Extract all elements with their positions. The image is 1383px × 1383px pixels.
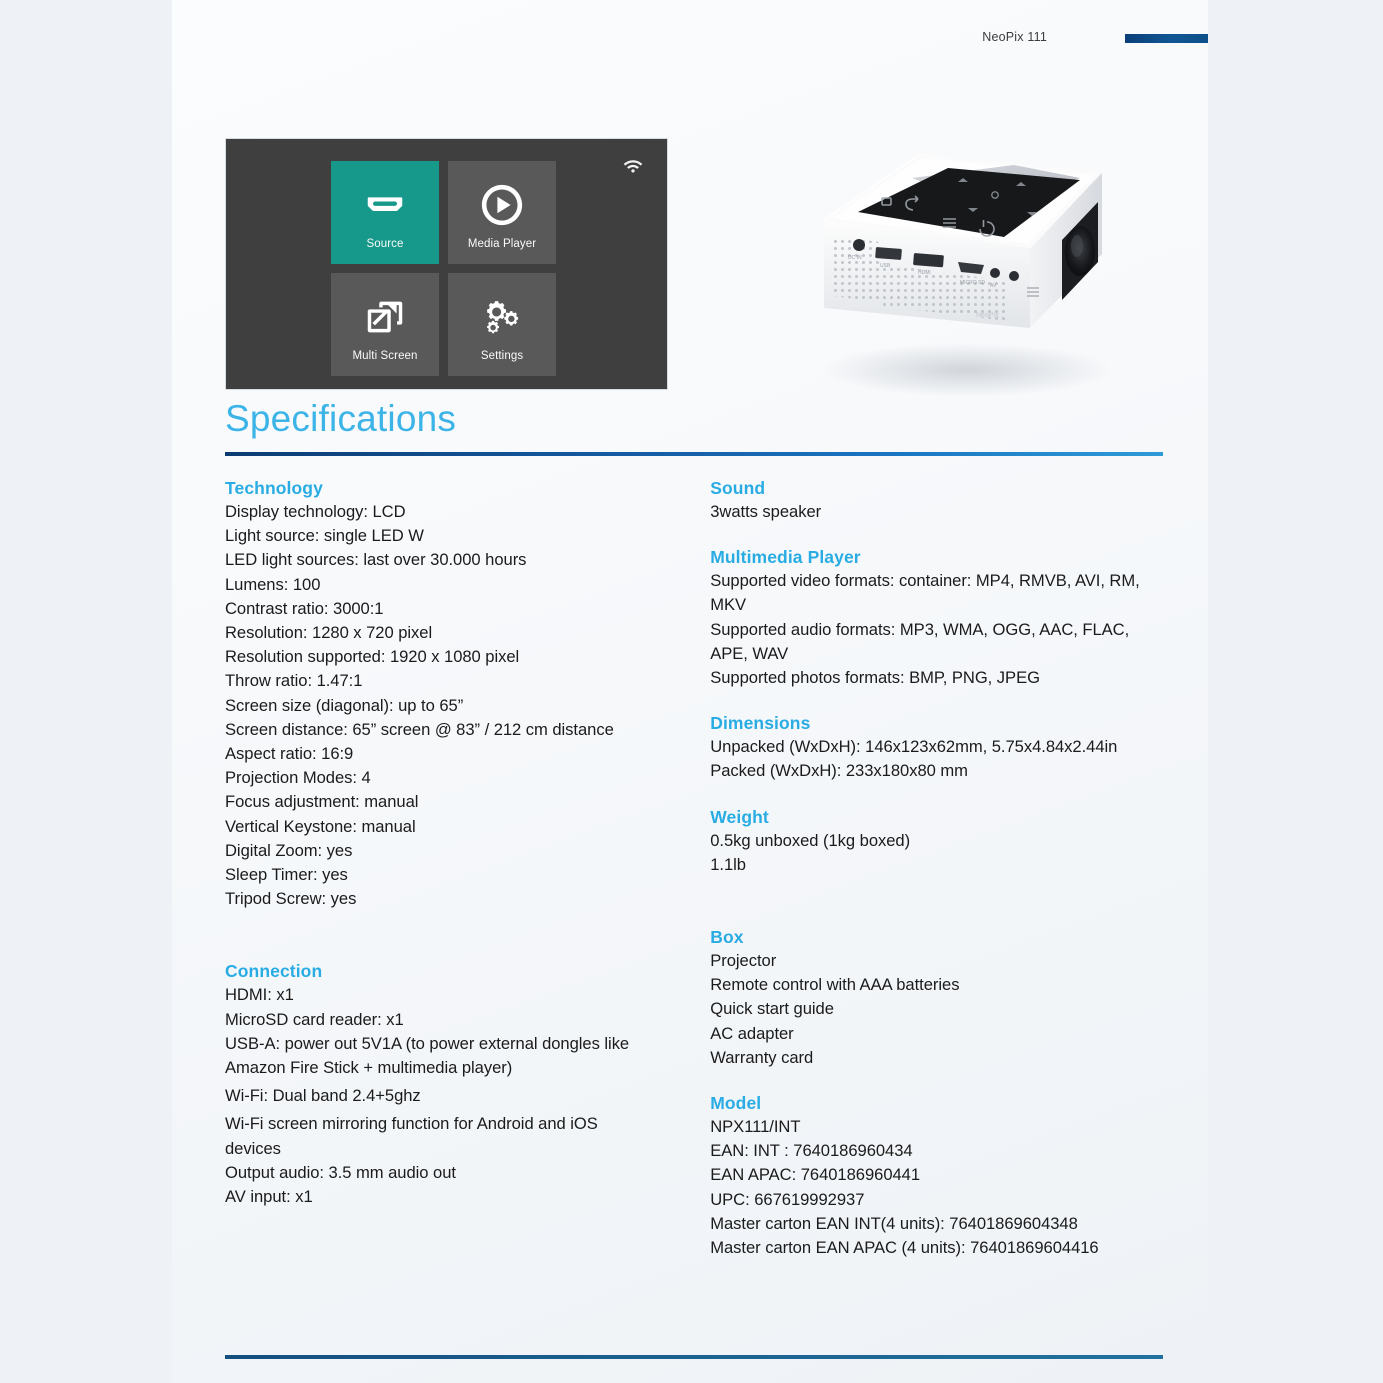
spec-item: Quick start guide [710,999,834,1019]
spec-item: Tripod Screw: yes [225,889,357,909]
spec-list [225,500,658,911]
spec-heading: Sound [710,478,766,498]
projector-osd-screenshot [225,138,668,390]
spec-list [710,949,1163,1070]
column-spacer [225,934,658,961]
spec-block-dimensions [710,713,1163,783]
spec-item: Projector [710,951,777,971]
spec-block-model [710,1093,1163,1260]
spec-item: Throw ratio: 1.47:1 [225,671,363,691]
spec-item: Focus adjustment: manual [225,792,419,812]
specifications-title: Specifications [225,398,457,439]
spec-item: EAN: INT : 7640186960434 [710,1141,913,1161]
header-accent-bar [1125,34,1208,43]
spec-item: Warranty card [710,1047,814,1067]
hero-section [172,100,1208,410]
spec-item: Aspect ratio: 16:9 [225,744,354,764]
projector-product-photo [762,112,1162,402]
spec-item: Display technology: LCD [225,502,406,521]
spec-item: 3watts speaker [710,502,822,521]
osd-tile-settings[interactable] [448,273,556,376]
spec-item: Master carton EAN APAC (4 units): 76401869604416 [710,1238,1099,1258]
spec-list [710,829,1163,877]
spec-item: HDMI: x1 [225,985,294,1005]
spec-item: Output audio: 3.5 mm audio out [225,1162,456,1182]
spec-item: Sleep Timer: yes [225,865,348,885]
spec-item: Light source: single LED W [225,526,424,546]
spec-item: LED light sources: last over 30.000 hours [225,550,527,570]
spec-item: Unpacked (WxDxH): 146x123x62mm, 5.75x4.84x2.44in [710,737,1118,757]
spec-item: Contrast ratio: 3000:1 [225,598,384,618]
specifications-right-column [710,478,1163,1260]
spec-item: Resolution: 1280 x 720 pixel [225,623,433,643]
spec-item: 1.1lb [710,854,746,874]
osd-tile-multi-screen[interactable] [331,273,439,376]
product-sheet-page [172,0,1208,1383]
spec-block-multimedia-player [710,547,1163,690]
osd-tile-media-player[interactable] [448,161,556,264]
play-circle-icon [479,182,525,228]
sheet-header [172,0,1208,60]
spec-list [710,500,1163,524]
spec-block-box [710,927,1163,1070]
svg-text:DC IN: DC IN [848,255,862,261]
spec-item: Lumens: 100 [225,574,321,594]
osd-tile-source[interactable] [331,161,439,264]
spec-block-connection [225,961,658,1209]
spec-list [710,735,1163,783]
spec-heading: Dimensions [710,713,811,734]
spec-heading: Model [710,1093,762,1114]
svg-text:MICRO SD: MICRO SD [960,280,985,286]
spec-heading: Multimedia Player [710,547,861,568]
gears-icon [479,294,525,340]
spec-item: Remote control with AAA batteries [710,975,960,995]
spec-item: Packed (WxDxH): 233x180x80 mm [710,761,968,781]
spec-item: AV input: x1 [225,1187,313,1207]
spec-item: Resolution supported: 1920 x 1080 pixel [225,647,520,667]
svg-text:HDMI: HDMI [918,270,931,276]
spec-heading: Connection [225,961,323,982]
header-model-name: NeoPix 111 [982,30,1047,44]
spec-item: Digital Zoom: yes [225,840,353,860]
spec-item: UPC: 667619992937 [710,1189,865,1209]
svg-text:NeoPix: NeoPix [976,312,999,319]
screen-mirror-icon [362,294,408,340]
spec-item: Projection Modes: 4 [225,768,371,788]
spec-item: Wi-Fi: Dual band 2.4+5ghz [225,1086,421,1106]
spec-item: Supported photos formats: BMP, PNG, JPEG [710,668,1040,688]
osd-tile-grid [331,161,556,376]
spec-block-weight [710,807,1163,877]
hdmi-icon [362,182,408,228]
spec-item: Screen distance: 65” screen @ 83” / 212 cm distance [225,719,614,739]
osd-tile-label: Source [366,238,404,250]
osd-tile-label: Settings [480,350,524,362]
spec-item: Master carton EAN INT(4 units): 76401869604348 [710,1213,1078,1233]
spec-item: Supported video formats: container: MP4, RMVB, AVI, RM, MKV [710,571,1140,615]
spec-heading: Weight [710,806,769,827]
spec-item: AC adapter [710,1023,794,1043]
spec-list [225,983,658,1209]
spec-list [710,1115,1163,1260]
spec-item: Vertical Keystone: manual [225,816,416,836]
footer-divider [225,1355,1163,1359]
spec-item: Wi-Fi screen mirroring function for Android and iOS devices [225,1114,598,1158]
spec-item: Supported audio formats: MP3, WMA, OGG, AAC, FLAC, APE, WAV [710,619,1130,663]
column-spacer [710,900,1163,927]
spec-heading: Technology [225,478,323,498]
svg-text:USB: USB [880,263,891,269]
spec-block-technology [225,478,658,911]
spec-item: 0.5kg unboxed (1kg boxed) [710,830,911,850]
spec-block-sound [710,478,1163,524]
svg-text:AV: AV [990,283,997,289]
spec-item: USB-A: power out 5V1A (to power external dongles like Amazon Fire Stick + multimedia player) [225,1033,630,1078]
osd-tile-label: Media Player [467,238,537,250]
specifications-columns [225,478,1163,1260]
wifi-icon [621,155,645,175]
specifications-divider [225,452,1163,456]
spec-item: Screen size (diagonal): up to 65” [225,695,464,715]
spec-list [710,569,1163,690]
spec-item: NPX111/INT [710,1117,801,1137]
spec-heading: Box [710,927,744,948]
specifications-left-column [225,478,658,1260]
osd-tile-label: Multi Screen [352,350,418,362]
spec-item: MicroSD card reader: x1 [225,1009,404,1029]
spec-item: EAN APAC: 7640186960441 [710,1165,921,1185]
